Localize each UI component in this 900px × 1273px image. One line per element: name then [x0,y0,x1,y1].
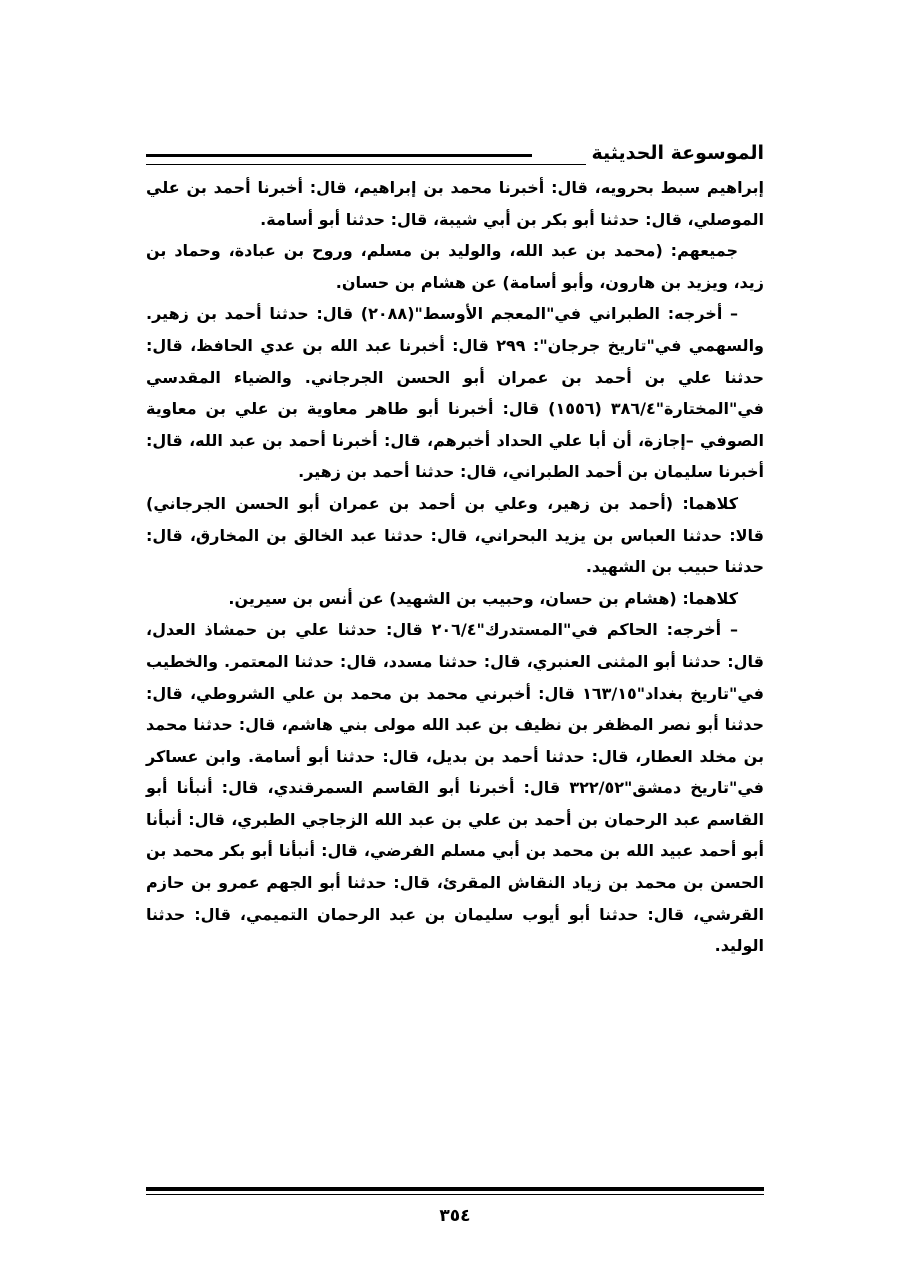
paragraph: إبراهيم سبط بحرويه، قال: أخبرنا محمد بن إبراهيم، قال: أخبرنا أحمد بن علي الموصلي، قال: حدثنا أبو بكر بن أبي شيبة، قال: حدثنا أبو أسامة. [146,178,764,229]
paragraph: – أخرجه: الطبراني في"المعجم الأوسط"(٢٠٨٨) قال: حدثنا أحمد بن زهير. والسهمي في"تاريخ جرجان": ٢٩٩ قال: أخبرنا عبد الله بن عدي الحافظ، قال: حدثنا علي بن أحمد بن عمران أبو الحسن الجرجاني. والضياء المقدسي في"المختارة"٣٨٦/٤ (١٥٥٦) قال: أخبرنا أبو طاهر معاوية بن علي بن معاوية الصوفي –إجازة، أن أبا علي الحداد أخبرهم، قال: أخبرنا أحمد بن عبد الله، قال: أخبرنا سليمان بن أحمد الطبراني، قال: حدثنا أحمد بن زهير. [146,304,764,482]
paragraph: كلاهما: (أحمد بن زهير، وعلي بن أحمد بن عمران أبو الحسن الجرجاني) قالا: حدثنا العباس بن يزيد البحراني، قال: حدثنا عبد الخالق بن المخارق، قال: حدثنا حبيب بن الشهيد. [146,493,764,577]
header-rule [146,154,532,157]
header-rule-end-mark [146,154,182,157]
page-number: ٣٥٤ [439,1206,471,1226]
paragraph: جميعهم: (محمد بن عبد الله، والوليد بن مسلم، وروح بن عبادة، وحماد بن زيد، ويزيد بن هارون، وأبو أسامة) عن هشام بن حسان. [146,241,764,292]
footer-rule-thick [146,1187,764,1191]
paragraph: كلاهما: (هشام بن حسان، وحبيب بن الشهيد) عن أنس بن سيرين. [228,588,738,608]
paragraph: – أخرجه: الحاكم في"المستدرك"٢٠٦/٤ قال: حدثنا علي بن حمشاذ العدل، قال: حدثنا أبو المثنى العنبري، قال: حدثنا مسدد، قال: حدثنا المعتمر. والخطيب في"تاريخ بغداد"١٦٣/١٥ قال: أخبرني محمد بن محمد بن علي الشروطي، قال: حدثنا أبو نصر المظفر بن نظيف بن عبد الله مولى بني هاشم، قال: حدثنا محمد بن مخلد العطار، قال: حدثنا أحمد بن بديل، قال: حدثنا أبو أسامة. وابن عساكر في"تاريخ دمشق"٣٢٢/٥٢ قال: أخبرنا أبو القاسم السمرقندي، قال: أنبأنا أبو القاسم عبد الرحمان بن أحمد بن علي بن عبد الله الزجاجي الطبري، قال: أنبأنا أبو أحمد عبيد الله بن محمد بن أبي مسلم الفرضي، قال: أنبأنا أبو بكر محمد بن الحسن بن محمد بن زياد النقاش المقرئ، قال: حدثنا أبو الجهم عمرو بن حازم القرشي، قال: حدثنا أبو أيوب سليمان بن عبد الرحمان التميمي، قال: حدثنا الوليد. [146,620,765,956]
header-title: الموسوعة الحديثية [586,136,765,170]
running-header [146,136,764,172]
footer-rule-thin [146,1194,764,1195]
body-text [146,172,764,962]
